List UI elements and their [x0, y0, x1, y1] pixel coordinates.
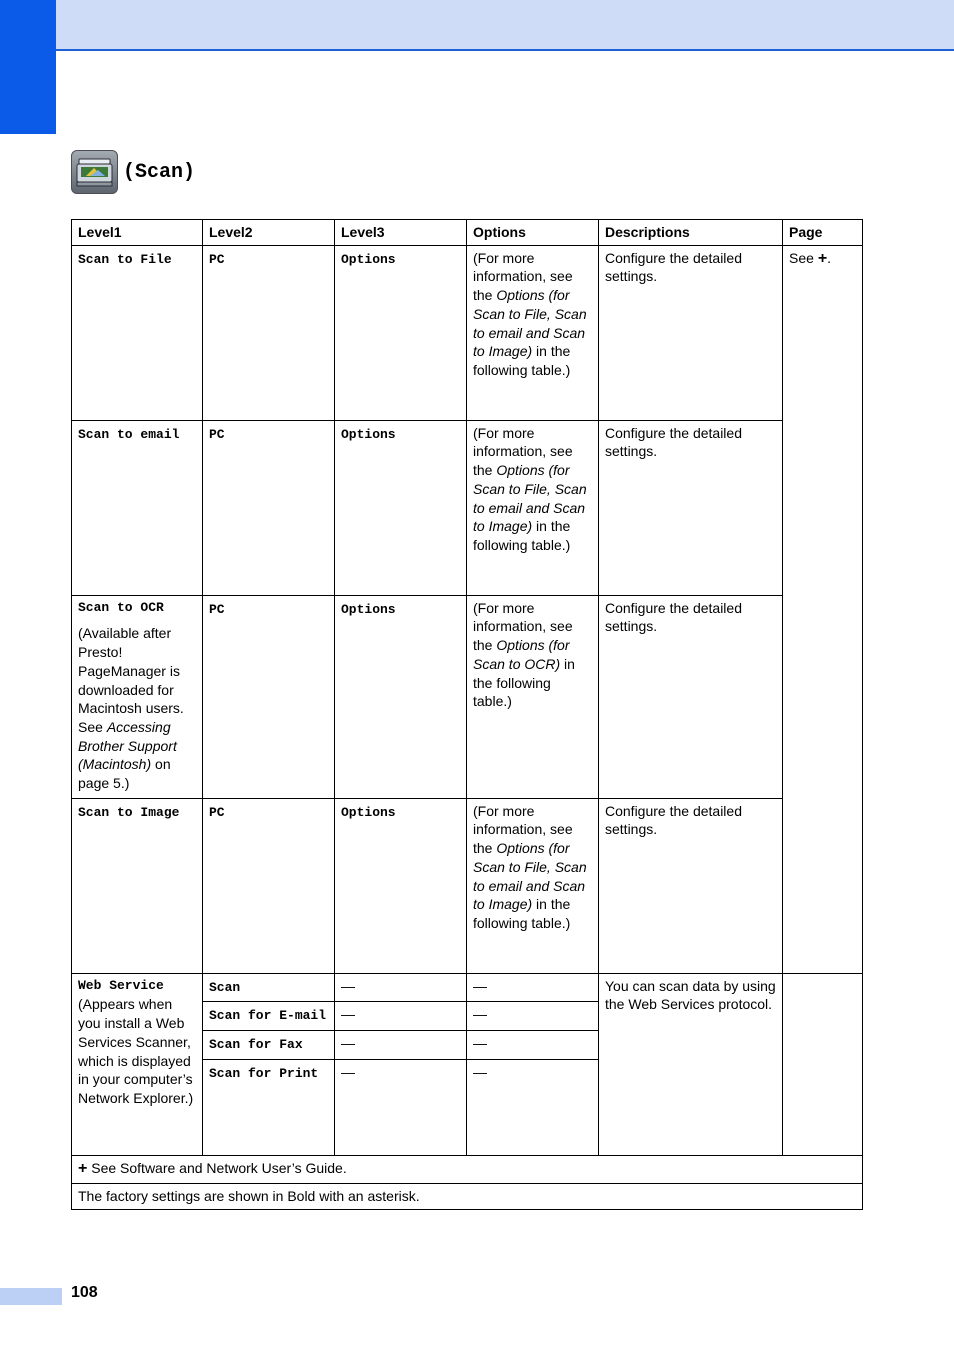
level2-label: PC — [209, 804, 225, 820]
level1-cell — [72, 420, 203, 595]
page-cell — [783, 245, 863, 973]
level1-cell — [72, 595, 203, 798]
level2-cell — [203, 1059, 335, 1155]
table-row — [72, 973, 863, 1002]
level2-label: Scan for E-mail — [209, 1008, 327, 1024]
level2-cell — [203, 973, 335, 1002]
header-level2: Level2 — [203, 220, 335, 246]
level1-label: Scan to Image — [78, 804, 180, 820]
header-options: Options — [467, 220, 599, 246]
cross-reference-icon: + — [817, 249, 828, 267]
level2-label: Scan — [209, 979, 241, 995]
level2-label: PC — [209, 601, 225, 617]
footnote-factory: The factory settings are shown in Bold with an asterisk. — [72, 1183, 863, 1210]
options-text: (For more information, see the — [473, 424, 573, 479]
options-reference: Options (for Scan to File, Scan to email and Scan to Image) — [473, 287, 587, 360]
level2-cell — [203, 245, 335, 420]
header-descriptions: Descriptions — [599, 220, 783, 246]
description-cell: Configure the detailed settings. — [599, 595, 783, 798]
footnote-guide — [72, 1155, 863, 1183]
level2-cell — [203, 1002, 335, 1031]
page-number: 108 — [71, 1284, 98, 1301]
chapter-tab — [0, 0, 56, 134]
description-cell: Configure the detailed settings. — [599, 798, 783, 973]
level1-cell — [72, 973, 203, 1155]
level1-note — [78, 624, 196, 792]
page-see-text: See — [789, 249, 814, 266]
level1-note-end: on page 5.) — [78, 756, 171, 792]
level1-note-reference: Accessing Brother Support (Macintosh) — [78, 718, 177, 773]
level3-label: Options — [341, 426, 396, 442]
description-cell: Configure the detailed settings. — [599, 245, 783, 420]
section-heading — [71, 150, 195, 194]
level1-label: Scan to OCR — [78, 599, 164, 615]
cross-reference-icon: + — [78, 1159, 88, 1177]
options-text: (For more information, see the — [473, 802, 573, 857]
options-text: (For more information, see the — [473, 249, 573, 304]
scanner-icon — [71, 150, 118, 194]
page-period: . — [827, 249, 832, 266]
options-text-end: in the following table.) — [473, 343, 571, 378]
page-title: (Scan) — [123, 160, 196, 184]
footnote-guide-text: See Software and Network User’s Guide. — [91, 1159, 347, 1176]
options-reference: Options (for Scan to File, Scan to email and Scan to Image) — [473, 462, 587, 535]
table-header-row — [72, 220, 863, 246]
options-cell: — — [467, 973, 599, 1002]
level1-cell — [72, 245, 203, 420]
header-page: Page — [783, 220, 863, 246]
page-cell — [783, 973, 863, 1155]
level3-cell — [335, 420, 467, 595]
level1-cell — [72, 798, 203, 973]
header-level3: Level3 — [335, 220, 467, 246]
options-cell: — — [467, 1059, 599, 1155]
level1-label: Scan to File — [78, 251, 172, 267]
level3-cell — [335, 595, 467, 798]
level3-label: Options — [341, 251, 396, 267]
options-cell — [467, 595, 599, 798]
level3-cell — [335, 245, 467, 420]
level1-note-text: (Available after Presto! PageManager is downloaded for Macintosh users. See — [78, 625, 184, 735]
options-text-end: in the following table.) — [473, 655, 575, 710]
header-level1: Level1 — [72, 220, 203, 246]
level2-label: PC — [209, 251, 225, 267]
footnote-row — [72, 1183, 863, 1210]
description-cell: Configure the detailed settings. — [599, 420, 783, 595]
level2-label: Scan for Fax — [209, 1037, 303, 1053]
options-cell: — — [467, 1031, 599, 1060]
options-reference: Options (for Scan to OCR) — [473, 637, 570, 672]
footer-band — [0, 1288, 62, 1305]
level3-cell: — — [335, 973, 467, 1002]
level3-label: Options — [341, 804, 396, 820]
options-reference: Options (for Scan to File, Scan to email and Scan to Image) — [473, 840, 587, 913]
level2-cell — [203, 1031, 335, 1060]
level1-note: (Appears when you install a Web Services Scanner, which is displayed in your computer’s Network Explorer.) — [78, 996, 194, 1106]
table-row — [72, 595, 863, 798]
options-cell — [467, 420, 599, 595]
level3-cell — [335, 798, 467, 973]
level1-label: Web Service — [78, 977, 164, 993]
table-row — [72, 245, 863, 420]
level3-cell: — — [335, 1002, 467, 1031]
level2-cell — [203, 595, 335, 798]
options-text-end: in the following table.) — [473, 896, 571, 931]
options-cell: — — [467, 1002, 599, 1031]
scan-menu-table — [71, 219, 863, 1210]
level2-label: PC — [209, 426, 225, 442]
level2-cell — [203, 420, 335, 595]
level1-label: Scan to email — [78, 426, 180, 442]
header-band — [0, 0, 954, 51]
table-row — [72, 798, 863, 973]
level2-cell — [203, 798, 335, 973]
options-cell — [467, 798, 599, 973]
level2-label: Scan for Print — [209, 1065, 319, 1081]
level3-label: Options — [341, 601, 396, 617]
table-row — [72, 420, 863, 595]
options-text: (For more information, see the — [473, 599, 573, 654]
level3-cell: — — [335, 1031, 467, 1060]
footnote-row — [72, 1155, 863, 1183]
options-cell — [467, 245, 599, 420]
options-text-end: in the following table.) — [473, 518, 571, 553]
level3-cell: — — [335, 1059, 467, 1155]
description-cell: You can scan data by using the Web Services protocol. — [599, 973, 783, 1155]
